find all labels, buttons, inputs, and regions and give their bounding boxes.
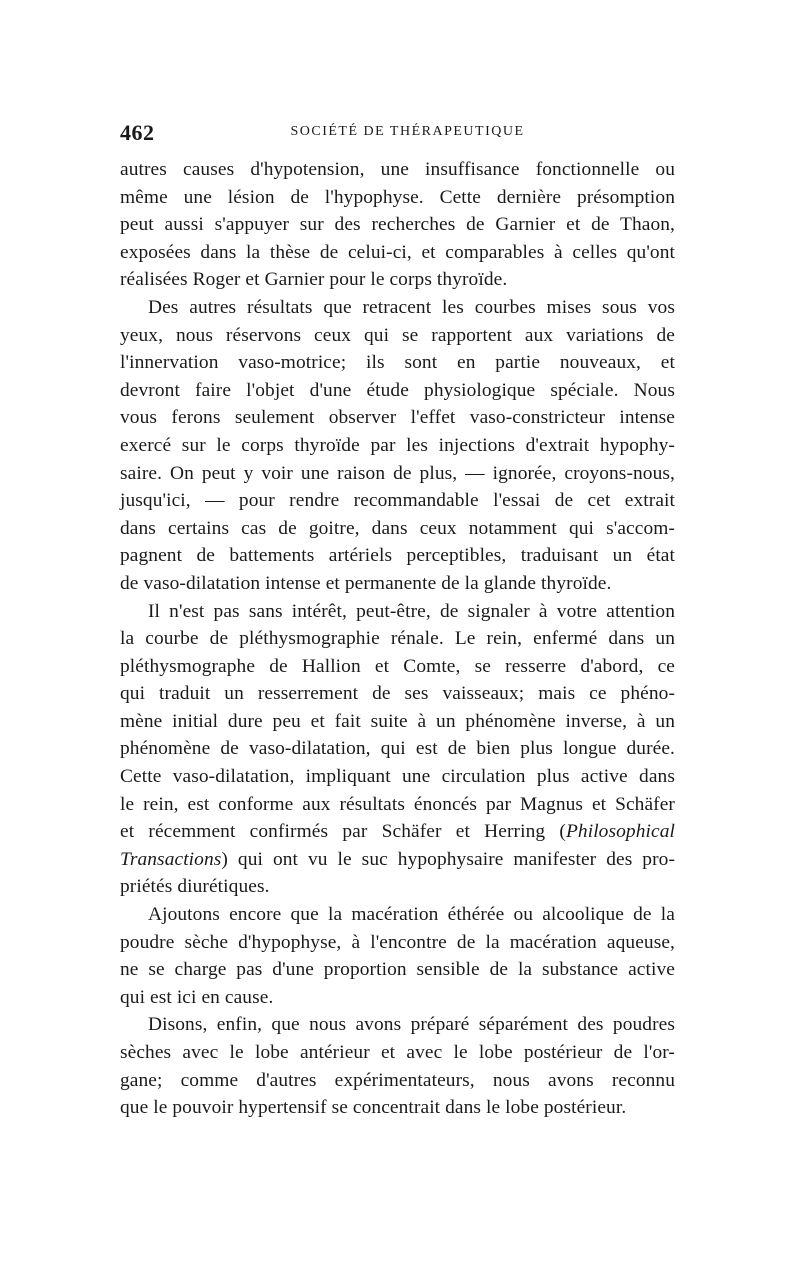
- text-line: phénomène de vaso-dilatation, qui est de bien plus longue durée.: [120, 738, 675, 760]
- italic-title: Transactions: [120, 848, 222, 870]
- text-run: et récemment confirmés par Schäfer et Herring (: [120, 821, 566, 843]
- text-line: pléthysmographe de Hallion et Comte, se resserre d'abord, ce: [120, 655, 675, 677]
- paragraph-4: [120, 901, 675, 1011]
- text-line: saire. On peut y voir une raison de plus, — ignorée, croyons-nous,: [120, 462, 675, 484]
- paragraph-3: [120, 598, 675, 902]
- text-line: pagnent de battements artériels perceptibles, traduisant un état: [120, 545, 675, 567]
- running-head: SOCIÉTÉ DE THÉRAPEUTIQUE: [290, 124, 525, 139]
- italic-title: Philosophical: [565, 821, 675, 843]
- text-line: que le pouvoir hypertensif se concentrait dans le lobe postérieur.: [120, 1097, 627, 1119]
- text-line: Il n'est pas sans intérêt, peut-être, de signaler à votre attention: [148, 600, 675, 622]
- text-line: poudre sèche d'hypophyse, à l'encontre de la macération aqueuse,: [120, 931, 675, 953]
- text-line: ne se charge pas d'une proportion sensible de la substance active: [120, 959, 675, 981]
- paragraph-2: [120, 294, 675, 598]
- text-line: sèches avec le lobe antérieur et avec le lobe postérieur de l'or-: [120, 1042, 675, 1063]
- paragraph-5: [120, 1011, 675, 1121]
- text-line: gane; comme d'autres expérimentateurs, nous avons reconnu: [120, 1069, 675, 1091]
- paragraph-1: [120, 156, 675, 294]
- text-line: devront faire l'objet d'une étude physiologique spéciale. Nous: [120, 379, 675, 401]
- body-text: [120, 156, 675, 1122]
- text-run: ) qui ont vu le suc hypophysaire manifester des pro-: [221, 848, 675, 870]
- text-line: qui traduit un resserrement de ses vaisseaux; mais ce phéno-: [120, 683, 675, 705]
- text-line: dans certains cas de goitre, dans ceux notamment qui s'accom-: [120, 517, 675, 539]
- text-line: Des autres résultats que retracent les courbes mises sous vos: [148, 296, 675, 318]
- text-line: même une lésion de l'hypophyse. Cette dernière présomption: [120, 186, 675, 208]
- text-line: l'innervation vaso-motrice; ils sont en partie nouveaux, et: [120, 352, 675, 374]
- text-line: peut aussi s'appuyer sur des recherches de Garnier et de Thaon,: [120, 214, 675, 236]
- text-line: qui est ici en cause.: [120, 986, 274, 1008]
- text-line: jusqu'ici, — pour rendre recommandable l'essai de cet extrait: [120, 490, 675, 512]
- text-line: le rein, est conforme aux résultats énoncés par Magnus et Schäfer: [120, 793, 675, 815]
- page-header: [120, 120, 675, 150]
- text-line-with-italic: [120, 818, 675, 846]
- text-line-with-italic: [120, 846, 675, 874]
- text-line: yeux, nous réservons ceux qui se rapportent aux variations de: [120, 324, 675, 346]
- text-line: Ajoutons encore que la macération éthérée ou alcoolique de la: [148, 904, 675, 926]
- text-line: priétés diurétiques.: [120, 876, 270, 898]
- text-line: vous ferons seulement observer l'effet vaso-constricteur intense: [120, 407, 675, 429]
- page-number: 462: [120, 120, 155, 145]
- text-line: Disons, enfin, que nous avons préparé séparément des poudres: [148, 1014, 675, 1036]
- text-line: réalisées Roger et Garnier pour le corps thyroïde.: [120, 269, 508, 291]
- text-line: la courbe de pléthysmographie rénale. Le rein, enfermé dans un: [120, 628, 675, 650]
- text-line: de vaso-dilatation intense et permanente de la glande thyroïde.: [120, 572, 612, 594]
- text-line: exposées dans la thèse de celui-ci, et comparables à celles qu'ont: [120, 241, 675, 263]
- text-line: mène initial dure peu et fait suite à un phénomène inverse, à un: [120, 710, 675, 732]
- text-line: Cette vaso-dilatation, impliquant une circulation plus active dans: [120, 766, 675, 788]
- text-line: autres causes d'hypotension, une insuffisance fonctionnelle ou: [120, 159, 675, 180]
- text-line: exercé sur le corps thyroïde par les injections d'extrait hypophy-: [120, 434, 675, 456]
